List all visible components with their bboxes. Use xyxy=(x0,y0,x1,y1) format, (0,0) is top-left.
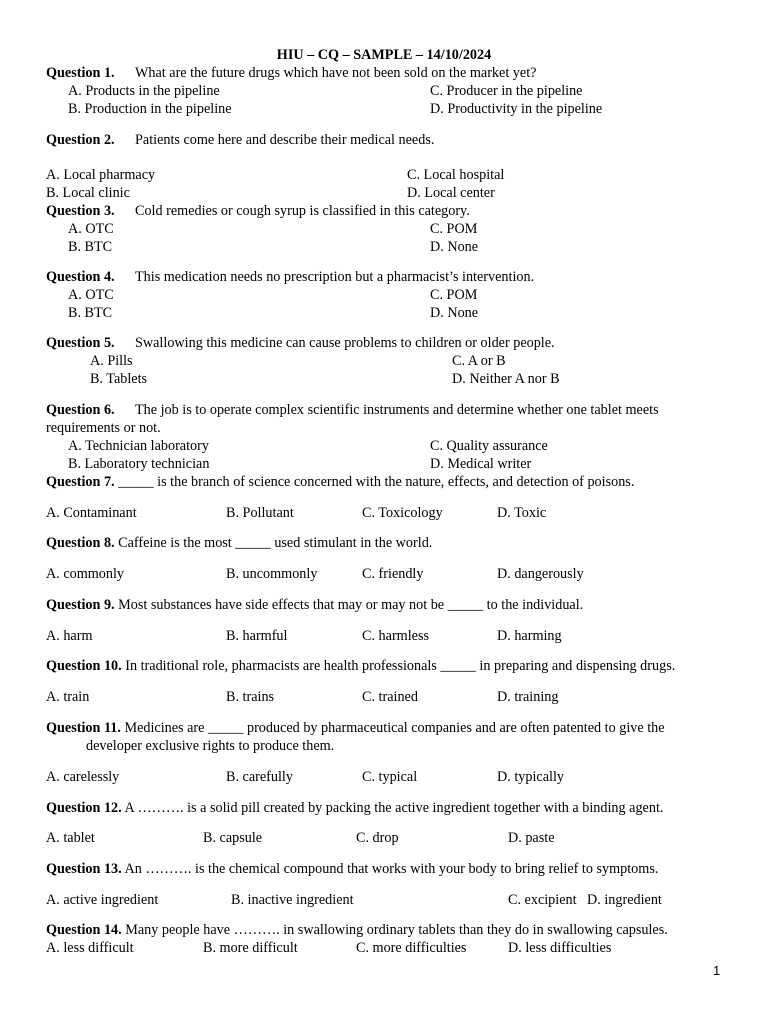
option-b: B. Tablets xyxy=(90,371,148,387)
option-a: A. OTC xyxy=(68,287,114,303)
option-c: C. harmless xyxy=(362,628,429,644)
option-a: A. tablet xyxy=(46,830,95,846)
option-b: B. carefully xyxy=(226,769,293,785)
option-c: C. excipient xyxy=(508,892,577,908)
option-b: B. BTC xyxy=(68,239,113,255)
question-line xyxy=(46,922,668,939)
option-b: B. uncommonly xyxy=(226,566,318,582)
question-line xyxy=(46,800,663,817)
option-c: C. Producer in the pipeline xyxy=(430,83,583,99)
question-line xyxy=(46,720,665,737)
option-b: B. capsule xyxy=(203,830,263,846)
option-d: D. Productivity in the pipeline xyxy=(430,101,603,117)
option-a: A. harm xyxy=(46,628,93,644)
option-a: A. less difficult xyxy=(46,940,134,956)
question-number: Question 9. xyxy=(46,597,115,613)
question-text: This medication needs no prescription but a pharmacist’s intervention. xyxy=(135,269,535,285)
question-number: Question 14. xyxy=(46,922,122,938)
question-text-continued: developer exclusive rights to produce them. xyxy=(86,738,335,754)
question-number: Question 4. xyxy=(46,269,115,285)
question-number: Question 1. xyxy=(46,65,115,81)
option-d: D. Medical writer xyxy=(430,456,532,472)
option-d: D. Toxic xyxy=(497,505,547,521)
option-a: A. Pills xyxy=(90,353,133,369)
option-a: A. Technician laboratory xyxy=(68,438,209,454)
option-c: C. Local hospital xyxy=(407,167,505,183)
option-c: C. POM xyxy=(430,221,478,237)
option-a: A. train xyxy=(46,689,90,705)
option-c: C. POM xyxy=(430,287,478,303)
option-b: B. Pollutant xyxy=(226,505,294,521)
option-b: B. Local clinic xyxy=(46,185,130,201)
option-a: A. commonly xyxy=(46,566,125,582)
option-d: D. dangerously xyxy=(497,566,584,582)
question-text: Many people have ………. in swallowing ordinary tablets than they do in swallowing capsules. xyxy=(125,922,668,938)
question-number: Question 8. xyxy=(46,535,115,551)
question-text: The job is to operate complex scientific instruments and determine whether one tablet meets xyxy=(135,402,659,418)
question-number: Question 11. xyxy=(46,720,121,736)
option-d: D. paste xyxy=(508,830,555,846)
question-number: Question 3. xyxy=(46,203,115,219)
question-line xyxy=(46,597,583,614)
option-a: A. active ingredient xyxy=(46,892,159,908)
option-d: D. harming xyxy=(497,628,562,644)
page-number: 1 xyxy=(713,963,721,978)
option-c: C. typical xyxy=(362,769,418,785)
question-text: What are the future drugs which have not been sold on the market yet? xyxy=(135,65,537,81)
question-number: Question 7. xyxy=(46,474,115,490)
option-a: A. Products in the pipeline xyxy=(68,83,220,99)
option-b: B. inactive ingredient xyxy=(231,892,354,908)
option-a: A. carelessly xyxy=(46,769,120,785)
option-b: B. trains xyxy=(226,689,275,705)
question-line xyxy=(46,535,432,552)
option-d: D. training xyxy=(497,689,559,705)
option-a: A. Local pharmacy xyxy=(46,167,156,183)
option-c: C. more difficulties xyxy=(356,940,467,956)
question-text: Swallowing this medicine can cause problems to children or older people. xyxy=(135,335,555,351)
question-text: A ………. is a solid pill created by packing the active ingredient together with a binding agent. xyxy=(124,800,664,816)
option-d: D. Local center xyxy=(407,185,495,201)
question-number: Question 10. xyxy=(46,658,122,674)
option-b: B. Laboratory technician xyxy=(68,456,210,472)
option-c: C. friendly xyxy=(362,566,424,582)
option-c: C. Toxicology xyxy=(362,505,443,521)
question-line xyxy=(46,658,675,675)
option-c: C. trained xyxy=(362,689,418,705)
option-d: D. None xyxy=(430,239,479,255)
option-b: B. more difficult xyxy=(203,940,298,956)
option-d: D. Neither A nor B xyxy=(452,371,560,387)
option-d: D. typically xyxy=(497,769,564,785)
option-c: C. drop xyxy=(356,830,399,846)
option-c: C. Quality assurance xyxy=(430,438,548,454)
question-text: Patients come here and describe their medical needs. xyxy=(135,132,435,148)
question-line xyxy=(46,861,658,878)
question-text: Caffeine is the most _____ used stimulant in the world. xyxy=(118,535,433,551)
option-d: D. ingredient xyxy=(587,892,662,908)
option-b: B. harmful xyxy=(226,628,288,644)
option-a: A. OTC xyxy=(68,221,114,237)
question-line xyxy=(46,474,634,491)
question-number: Question 13. xyxy=(46,861,122,877)
question-text: _____ is the branch of science concerned with the nature, effects, and detection of poisons. xyxy=(118,474,635,490)
option-b: B. Production in the pipeline xyxy=(68,101,232,117)
question-number: Question 12. xyxy=(46,800,122,816)
page-title: HIU – CQ – SAMPLE – 14/10/2024 xyxy=(276,47,492,63)
question-number: Question 5. xyxy=(46,335,115,351)
question-number: Question 2. xyxy=(46,132,115,148)
option-b: B. BTC xyxy=(68,305,113,321)
question-text: Most substances have side effects that may or may not be _____ to the individual. xyxy=(118,597,584,613)
option-d: D. None xyxy=(430,305,479,321)
option-d: D. less difficulties xyxy=(508,940,612,956)
option-a: A. Contaminant xyxy=(46,505,137,521)
option-c: C. A or B xyxy=(452,353,506,369)
question-text: Medicines are _____ produced by pharmaceutical companies and are often patented to give the xyxy=(124,720,665,736)
question-number: Question 6. xyxy=(46,402,115,418)
question-text: An ………. is the chemical compound that works with your body to bring relief to symptoms. xyxy=(124,861,659,877)
question-text: Cold remedies or cough syrup is classified in this category. xyxy=(135,203,470,219)
question-text: In traditional role, pharmacists are health professionals _____ in preparing and dispensing drugs. xyxy=(125,658,676,674)
question-text-continued: requirements or not. xyxy=(46,420,161,436)
